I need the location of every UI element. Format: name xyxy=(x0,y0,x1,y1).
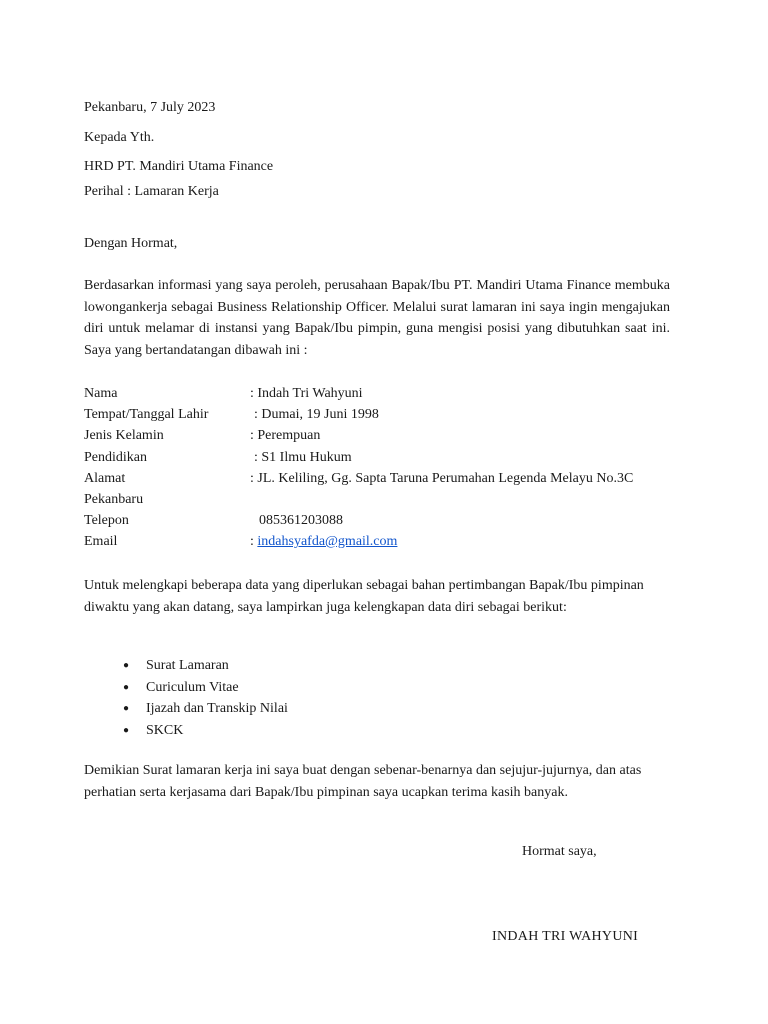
field-address-city xyxy=(84,489,684,510)
field-value: : Dumai, 19 Juni 1998 xyxy=(254,407,379,422)
subject-line: Perihal : Lamaran Kerja xyxy=(84,184,219,199)
field-value: : Perempuan xyxy=(250,428,321,443)
place-date: Pekanbaru, 7 July 2023 xyxy=(84,100,216,115)
list-item: ● SKCK xyxy=(120,720,288,742)
list-item: ● Ijazah dan Transkip Nilai xyxy=(120,698,288,720)
field-email xyxy=(84,531,684,552)
recipient: HRD PT. Mandiri Utama Finance xyxy=(84,159,274,174)
field-label: Nama xyxy=(84,386,118,401)
greeting: Dengan Hormat, xyxy=(84,236,178,251)
list-item: ● Surat Lamaran xyxy=(120,655,288,677)
field-birth xyxy=(84,404,684,425)
field-label: Tempat/Tanggal Lahir xyxy=(84,407,209,422)
field-value: : Indah Tri Wahyuni xyxy=(250,386,363,401)
closing-paragraph: Demikian Surat lamaran kerja ini saya buat dengan sebenar-benarnya dan sejujur-jujurnya, dan atas perhatian serta kerjasama dari Bapak/Ibu pimpinan saya ucapkan terima kasih banyak. xyxy=(84,763,642,800)
bullet-icon: ● xyxy=(123,660,130,671)
field-value: : JL. Keliling, Gg. Sapta Taruna Perumahan Legenda Melayu No.3C xyxy=(250,471,634,486)
email-prefix: : xyxy=(250,534,254,549)
field-education xyxy=(84,447,684,468)
field-address xyxy=(84,468,684,489)
field-value: 085361203088 xyxy=(259,513,343,528)
field-gender xyxy=(84,425,684,446)
list-item: ● Curiculum Vitae xyxy=(120,677,288,699)
field-label: Pendidikan xyxy=(84,450,147,465)
field-phone xyxy=(84,510,684,531)
bullet-icon: ● xyxy=(123,725,130,737)
intro-paragraph: Berdasarkan informasi yang saya peroleh, perusahaan Bapak/Ibu PT. Mandiri Utama Finance membuka lowongankerja sebagai Business Relationship Officer. Melalui surat lamaran ini saya ingin mengajukan diri untuk melamar di instansi yang Bapak/Ibu pimpin, guna mengisi posisi yang dibutuhkan saat ini. Saya yang bertandatangan dibawah ini : xyxy=(84,278,670,358)
field-name xyxy=(84,383,684,404)
field-label: Alamat xyxy=(84,471,126,486)
closing-phrase: Hormat saya, xyxy=(522,844,597,859)
salutation-to: Kepada Yth. xyxy=(84,130,155,145)
email-link[interactable]: indahsyafda@gmail.com xyxy=(257,534,398,549)
bullet-icon: ● xyxy=(123,703,130,715)
signature-name: INDAH TRI WAHYUNI xyxy=(492,929,639,944)
attachments-list xyxy=(120,655,288,742)
field-value: : S1 Ilmu Hukum xyxy=(254,450,352,465)
field-value xyxy=(250,531,397,552)
field-label: Jenis Kelamin xyxy=(84,428,164,443)
field-label: Telepon xyxy=(84,513,129,528)
address-city: Pekanbaru xyxy=(84,492,144,507)
bullet-icon: ● xyxy=(123,681,130,693)
field-label: Email xyxy=(84,534,118,549)
attachments-paragraph: Untuk melengkapi beberapa data yang diperlukan sebagai bahan pertimbangan Bapak/Ibu pimpinan diwaktu yang akan datang, saya lampirkan juga kelengkapan data diri sebagai berikut: xyxy=(84,578,644,615)
